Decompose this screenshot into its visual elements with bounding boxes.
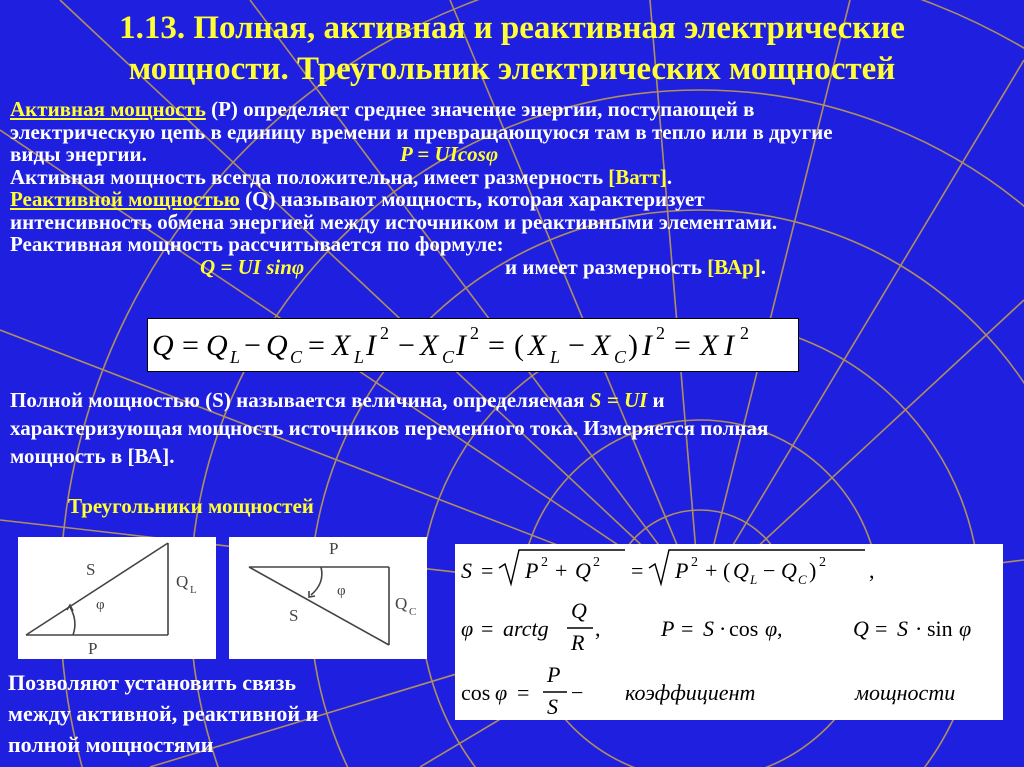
svg-text:I: I bbox=[642, 329, 652, 362]
svg-text:,: , bbox=[595, 616, 601, 641]
svg-text:−: − bbox=[568, 329, 585, 362]
svg-text:cos: cos bbox=[461, 680, 491, 705]
title-line-1: 1.13. Полная, активная и реактивная электрические bbox=[119, 10, 905, 46]
svg-text:I: I bbox=[366, 329, 376, 362]
svg-text:(: ( bbox=[723, 558, 731, 583]
svg-text:2: 2 bbox=[656, 323, 665, 343]
svg-text:S: S bbox=[703, 616, 714, 641]
svg-text:arctg: arctg bbox=[503, 616, 549, 641]
svg-text:−: − bbox=[571, 680, 584, 705]
svg-text:C: C bbox=[614, 347, 627, 367]
svg-text:): ) bbox=[628, 329, 638, 362]
triangle-label-S: S bbox=[289, 606, 299, 625]
reactive-line-1: Реактивной мощностью (Q) называют мощность, которая характеризует bbox=[10, 187, 705, 211]
svg-text:·: · bbox=[915, 616, 923, 641]
svg-text:X: X bbox=[528, 329, 547, 362]
svg-text:Q: Q bbox=[266, 329, 288, 362]
svg-text:S: S bbox=[461, 558, 472, 583]
svg-text:−: − bbox=[763, 558, 776, 583]
apparent-line-1: Полной мощностью (S) называется величина, определяемая S = UI и bbox=[10, 388, 665, 412]
svg-text:Q: Q bbox=[571, 598, 587, 623]
svg-text:C: C bbox=[409, 606, 417, 618]
svg-text:=: = bbox=[488, 329, 505, 362]
title-line-2: мощности. Треугольник электрических мощностей bbox=[128, 51, 896, 87]
svg-text:I: I bbox=[724, 329, 734, 362]
svg-text:L: L bbox=[550, 347, 561, 367]
svg-text:(: ( bbox=[514, 329, 524, 362]
svg-text:=: = bbox=[481, 616, 494, 641]
conclusion-text bbox=[8, 667, 448, 760]
svg-text:Q: Q bbox=[206, 329, 228, 362]
svg-text:X: X bbox=[420, 329, 439, 362]
page-title bbox=[0, 8, 1024, 90]
svg-text:2: 2 bbox=[691, 555, 698, 570]
svg-text:=: = bbox=[517, 680, 530, 705]
svg-text:C: C bbox=[798, 572, 807, 587]
svg-text:I: I bbox=[456, 329, 466, 362]
svg-text:): ) bbox=[809, 558, 817, 583]
reactive-power-formula: Q = UI sinφ bbox=[200, 254, 305, 279]
svg-text:X: X bbox=[592, 329, 611, 362]
svg-text:X: X bbox=[332, 329, 351, 362]
svg-text:=: = bbox=[875, 616, 888, 641]
svg-text:Q: Q bbox=[733, 558, 749, 583]
apparent-power-formula: S = UI bbox=[589, 388, 648, 412]
conclusion-line-2: между активной, реактивной и bbox=[8, 701, 319, 726]
active-line-3: виды энергии. P = UIcosφ bbox=[10, 142, 499, 166]
coefficient-word: коэффициент bbox=[625, 680, 756, 705]
active-line-1: Активная мощность (P) определяет среднее значение энергии, поступающей в bbox=[10, 97, 755, 121]
svg-text:Q: Q bbox=[781, 558, 797, 583]
svg-text:P: P bbox=[525, 558, 539, 583]
svg-text:Q: Q bbox=[575, 558, 591, 583]
active-power-term: Активная мощность bbox=[10, 97, 206, 121]
svg-text:cos: cos bbox=[729, 616, 759, 641]
svg-text:Q: Q bbox=[152, 329, 174, 362]
triangle-label-P: P bbox=[329, 539, 339, 558]
svg-text:+: + bbox=[555, 558, 568, 583]
svg-text:φ: φ bbox=[495, 680, 508, 705]
svg-text:=: = bbox=[631, 558, 644, 583]
active-power-formula: P = UIcosφ bbox=[400, 142, 499, 166]
apparent-power-text bbox=[10, 386, 1010, 470]
svg-text:L: L bbox=[230, 347, 241, 367]
power-formulas-box bbox=[455, 544, 1003, 720]
definitions-text bbox=[10, 98, 1015, 278]
svg-text:P: P bbox=[675, 558, 689, 583]
triangle-label-phi: φ bbox=[96, 597, 105, 613]
svg-text:φ: φ bbox=[959, 616, 972, 641]
svg-text:2: 2 bbox=[470, 323, 479, 343]
svg-text:P: P bbox=[547, 662, 561, 687]
triangle-label-QL: Q bbox=[176, 572, 189, 591]
apparent-line-3: мощность в [ВА]. bbox=[10, 444, 175, 468]
svg-text:sin: sin bbox=[927, 616, 953, 641]
active-line-4: Активная мощность всегда положительна, имеет размерность [Ватт]. bbox=[10, 164, 673, 189]
svg-text:L: L bbox=[750, 572, 758, 587]
svg-text:−: − bbox=[398, 329, 415, 362]
svg-text:2: 2 bbox=[593, 555, 600, 570]
svg-text:2: 2 bbox=[740, 323, 749, 343]
svg-text:φ: φ bbox=[461, 616, 474, 641]
svg-text:L: L bbox=[190, 584, 197, 596]
svg-text:·: · bbox=[719, 616, 727, 641]
svg-text:L: L bbox=[354, 347, 365, 367]
svg-text:C: C bbox=[442, 347, 455, 367]
svg-text:=: = bbox=[481, 558, 494, 583]
power-word: мощности bbox=[855, 680, 956, 705]
svg-text:=: = bbox=[674, 329, 691, 362]
reactive-line-2: интенсивность обмена энергией между источником и реактивными элементами. bbox=[10, 209, 778, 234]
svg-text:2: 2 bbox=[819, 555, 826, 570]
svg-text:2: 2 bbox=[541, 555, 548, 570]
triangle-label-P: P bbox=[88, 639, 98, 658]
svg-text:,: , bbox=[869, 558, 875, 583]
svg-text:S: S bbox=[547, 694, 558, 719]
reactive-line-3: Реактивная мощность рассчитывается по формуле: bbox=[10, 232, 504, 256]
svg-text:X: X bbox=[700, 329, 719, 362]
svg-text:P: P bbox=[661, 616, 675, 641]
active-line-2: электрическую цепь в единицу времени и превращающуюся там в тепло или в другие bbox=[10, 119, 833, 144]
triangle-label-QC: Q bbox=[395, 594, 408, 613]
svg-text:φ: φ bbox=[765, 616, 778, 641]
triangle-label-phi: φ bbox=[337, 583, 346, 599]
svg-text:R: R bbox=[571, 630, 585, 655]
reactive-line-4: Q = UI sinφ и имеет размерность [ВАр]. bbox=[200, 254, 766, 279]
svg-text:,: , bbox=[777, 616, 783, 641]
svg-text:+: + bbox=[705, 558, 718, 583]
capacitive-power-triangle bbox=[229, 537, 427, 659]
reactive-power-term: Реактивной мощностью bbox=[10, 187, 240, 211]
svg-text:C: C bbox=[290, 347, 303, 367]
svg-text:=: = bbox=[182, 329, 199, 362]
reactive-power-equation bbox=[147, 318, 799, 372]
svg-text:2: 2 bbox=[380, 323, 389, 343]
svg-text:=: = bbox=[681, 616, 694, 641]
svg-text:Q: Q bbox=[853, 616, 869, 641]
svg-text:=: = bbox=[308, 329, 325, 362]
svg-text:−: − bbox=[244, 329, 261, 362]
triangle-label-S: S bbox=[86, 560, 96, 579]
triangles-caption: Треугольники мощностей bbox=[68, 494, 314, 518]
inductive-power-triangle bbox=[18, 537, 216, 659]
svg-text:S: S bbox=[897, 616, 908, 641]
conclusion-line-3: полной мощностями bbox=[8, 732, 214, 757]
conclusion-line-1: Позволяют установить связь bbox=[8, 670, 296, 695]
apparent-line-2: характеризующая мощность источников переменного тока. Измеряется полная bbox=[10, 416, 769, 440]
